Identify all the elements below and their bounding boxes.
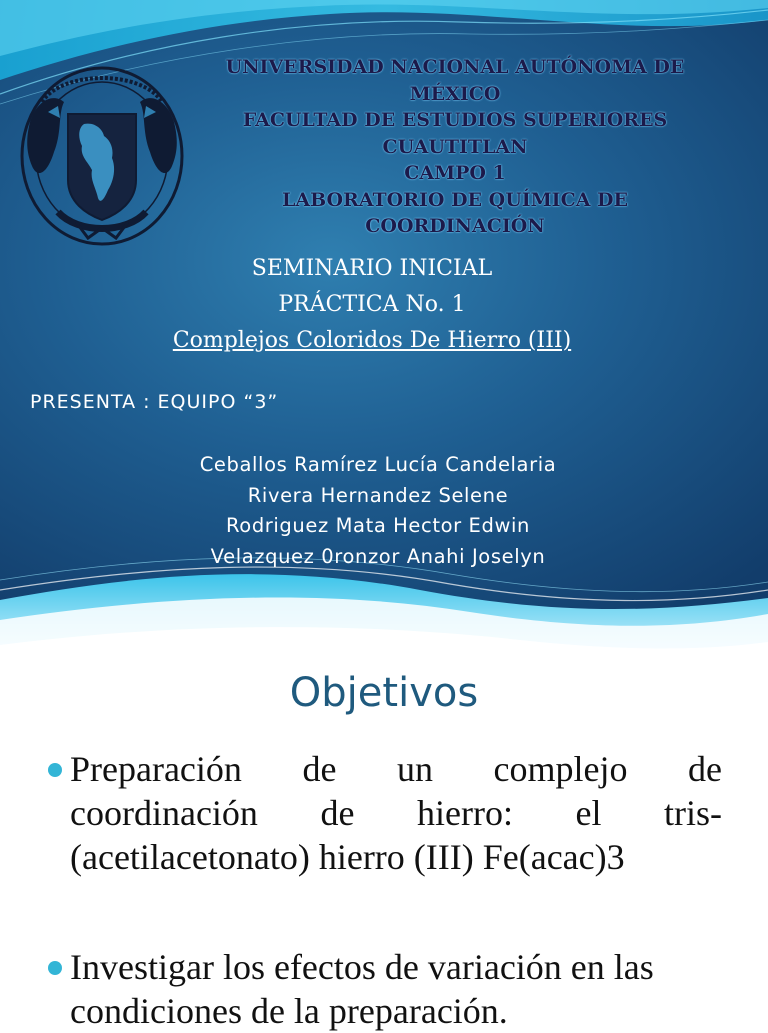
word: tris-: [664, 793, 722, 833]
practice-number: PRÁCTICA No. 1: [278, 292, 466, 317]
team-member: Rodriguez Mata Hector Edwin: [226, 514, 530, 537]
word: coordinación: [70, 793, 258, 833]
objective-item: [46, 747, 722, 879]
lab-line: LABORATORIO DE QUÍMICA DE: [281, 188, 629, 211]
bullet-dot-icon: [48, 763, 62, 777]
objective-line: condiciones de la preparación.: [70, 991, 508, 1031]
word: de: [302, 749, 337, 789]
word: Preparación: [70, 749, 242, 789]
team-member: Ceballos Ramírez Lucía Candelaria: [199, 453, 557, 476]
unam-seal-logo: [18, 62, 186, 248]
word: el: [575, 793, 602, 833]
team-member: Velazquez 0ronzor Anahi Joselyn: [210, 544, 546, 568]
objective-line: [46, 791, 722, 835]
seminar-title: SEMINARIO INICIAL: [251, 256, 493, 281]
faculty-line: CUAUTITLAN: [382, 135, 528, 158]
word: complejo: [493, 749, 628, 789]
objectives-slide: [0, 665, 768, 1031]
team-member: Rivera Hernandez Selene: [247, 483, 509, 507]
objective-line: (acetilacetonato) hierro (III) Fe(acac)3: [70, 837, 625, 877]
lab-line: COORDINACIÓN: [365, 215, 545, 237]
word: de: [688, 749, 722, 789]
practice-topic: Complejos Coloridos De Hierro (III): [172, 328, 572, 353]
faculty-line: FACULTAD DE ESTUDIOS SUPERIORES: [242, 109, 668, 131]
objective-line: Investigar los efectos de variación en las: [70, 947, 654, 987]
word: hierro:: [416, 793, 513, 833]
team-label: PRESENTA : EQUIPO “3”: [30, 391, 279, 413]
objective-line: [46, 747, 722, 791]
slide-title: Objetivos: [289, 670, 479, 716]
bullet-dot-icon: [48, 961, 62, 975]
university-heading: [190, 54, 720, 240]
university-line: UNIVERSIDAD NACIONAL AUTÓNOMA DE: [225, 56, 685, 78]
objective-item: [46, 945, 722, 1033]
word: un: [396, 749, 433, 789]
campus-line: CAMPO 1: [404, 162, 506, 184]
word: de: [320, 793, 355, 833]
university-line: MÉXICO: [409, 82, 501, 105]
team-members-list: [0, 450, 756, 572]
